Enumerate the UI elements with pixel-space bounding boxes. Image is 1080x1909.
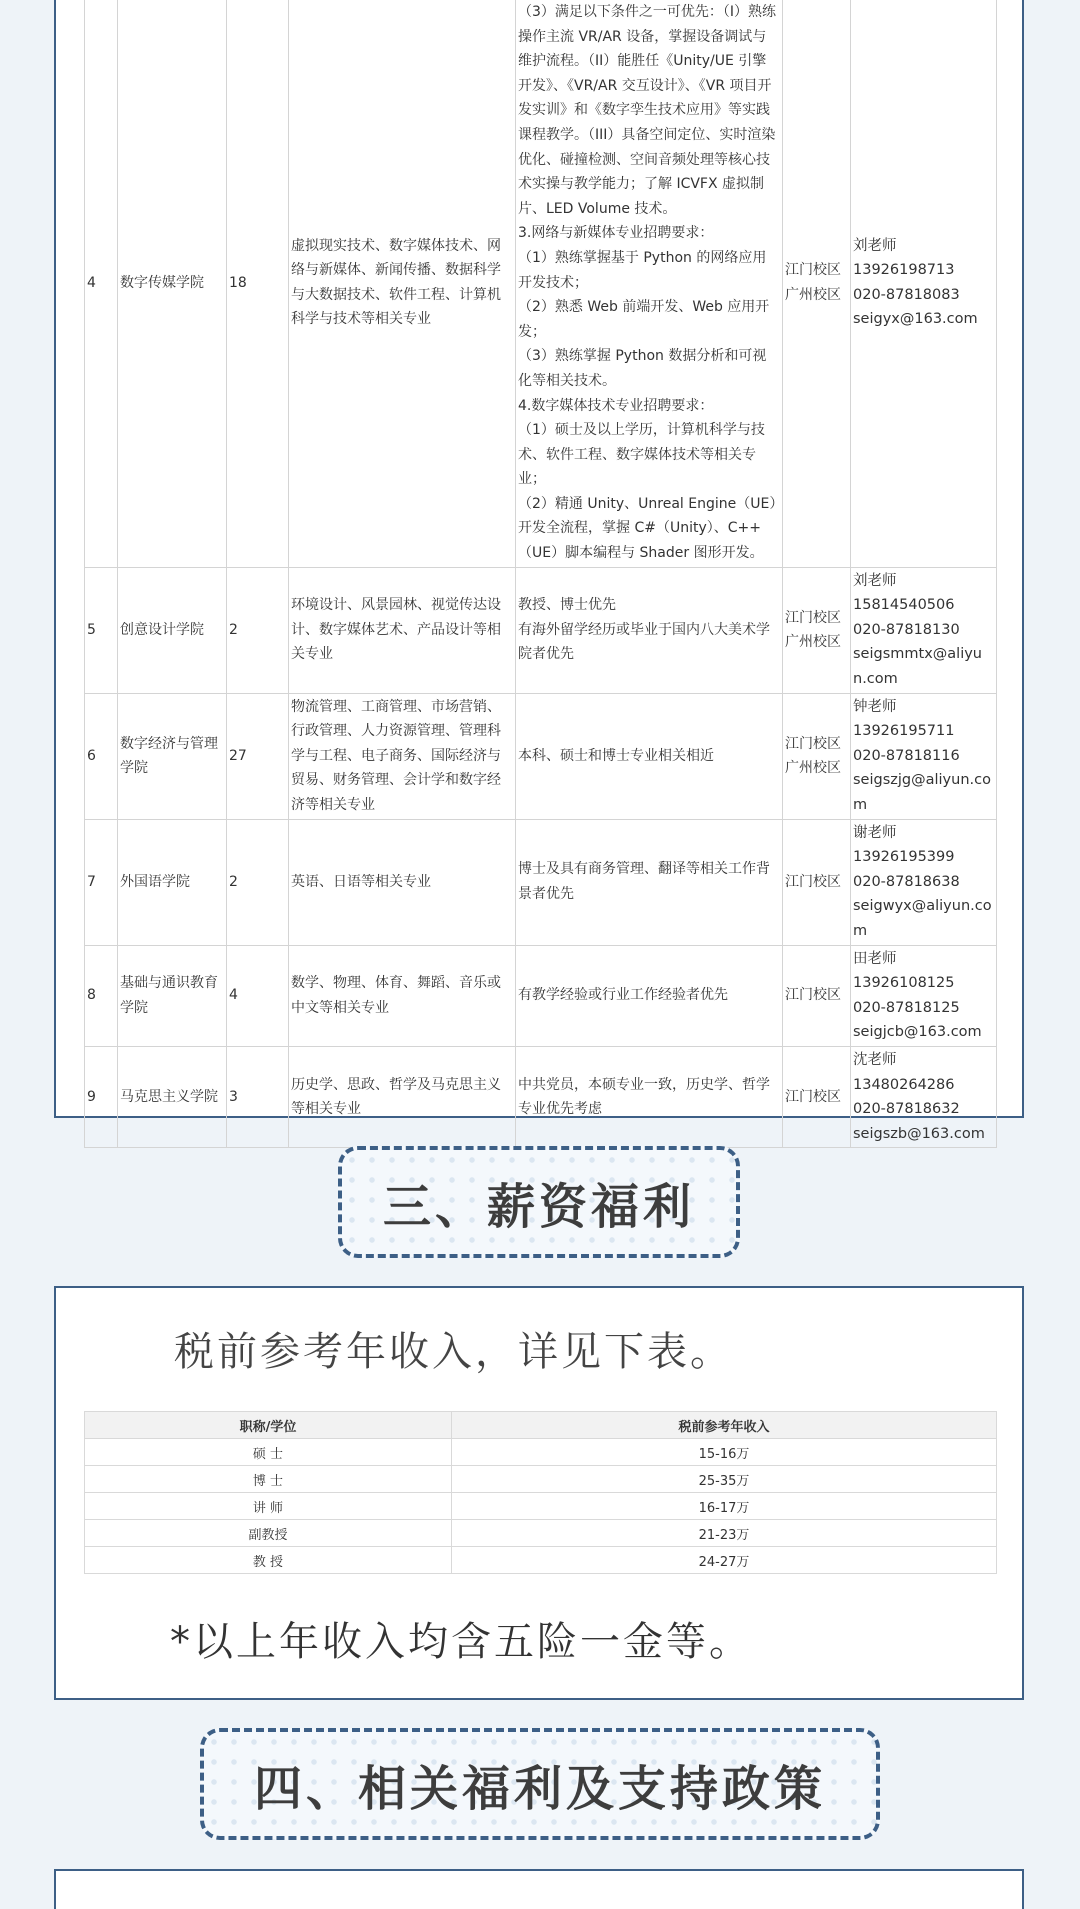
section-title: 四、相关福利及支持政策 bbox=[253, 1760, 826, 1817]
contact-name: 沈老师 bbox=[853, 1051, 897, 1068]
contact-name: 钟老师 bbox=[853, 698, 897, 715]
salary-intro: 税前参考年收入，详见下表。 bbox=[174, 1329, 733, 1375]
requirements: 博士及具有商务管理、翻译等相关工作背景者优先 bbox=[516, 819, 783, 945]
row-number: 8 bbox=[85, 945, 118, 1046]
college-name: 外国语学院 bbox=[118, 819, 227, 945]
campus: 江门校区 bbox=[783, 1046, 851, 1147]
recruit-count: 2 bbox=[227, 567, 289, 693]
annual-income: 25-35万 bbox=[452, 1466, 997, 1493]
annual-income: 21-23万 bbox=[452, 1520, 997, 1547]
contact-name: 谢老师 bbox=[853, 824, 897, 841]
college-name: 创意设计学院 bbox=[118, 567, 227, 693]
contact-mobile: 13480264286 bbox=[853, 1076, 955, 1093]
title-degree: 硕 士 bbox=[85, 1439, 452, 1466]
recruitment-table bbox=[84, 0, 997, 1148]
college-name: 数字传媒学院 bbox=[118, 0, 227, 567]
requirements: （3）满足以下条件之一可优先：（I）熟练操作主流 VR/AR 设备，掌握设备调试与维护流程。（II）能胜任《Unity/UE 引擎开发》、《VR/AR 交互设计》、《VR 项目开发实训》和《数字孪生技术应用》等实践课程教学。（III）具备空间定位、实时渲染优化、碰撞检测、空间音频处理等核心技术实操与教学能力；了解 ICVFX 虚拟制片、LED Volume 技术。 3.网络与新媒体专业招聘要求： （1）熟练掌握基于 Python 的网络应用开发技术； （2）熟悉 Web 前端开发、Web 应用开发； （3）熟练掌握 Python 数据分析和可视化等相关技术。 4.数字媒体技术专业招聘要求： （1）硕士及以上学历，计算机科学与技术、软件工程、数字媒体技术等相关专业； （2）精通 Unity、Unreal Engine（UE）开发全流程，掌握 C#（Unity）、C++（UE）脚本编程与 Shader 图形开发。 bbox=[516, 0, 783, 567]
section-heading-benefits bbox=[200, 1728, 880, 1840]
requirements: 教授、博士优先 有海外留学经历或毕业于国内八大美术学院者优先 bbox=[516, 567, 783, 693]
campus: 江门校区 bbox=[783, 819, 851, 945]
major-list: 虚拟现实技术、数字媒体技术、网络与新媒体、新闻传播、数据科学与大数据技术、软件工程、计算机科学与技术等相关专业 bbox=[289, 0, 516, 567]
section-title: 三、薪资福利 bbox=[382, 1178, 695, 1235]
table-row bbox=[85, 1466, 997, 1493]
table-header-row bbox=[85, 1412, 997, 1439]
recruit-count: 27 bbox=[227, 693, 289, 819]
contact-info bbox=[851, 945, 997, 1046]
contact-info bbox=[851, 819, 997, 945]
title-degree: 博 士 bbox=[85, 1466, 452, 1493]
table-row bbox=[85, 0, 997, 567]
contact-phone: 020-87818130 bbox=[853, 621, 960, 638]
title-degree: 讲 师 bbox=[85, 1493, 452, 1520]
benefits-panel bbox=[54, 1869, 1024, 1909]
table-row bbox=[85, 567, 997, 693]
major-list: 数学、物理、体育、舞蹈、音乐或中文等相关专业 bbox=[289, 945, 516, 1046]
annual-income: 24-27万 bbox=[452, 1547, 997, 1574]
requirements: 本科、硕士和博士专业相关相近 bbox=[516, 693, 783, 819]
requirements: 有教学经验或行业工作经验者优先 bbox=[516, 945, 783, 1046]
row-number: 9 bbox=[85, 1046, 118, 1147]
college-name: 马克思主义学院 bbox=[118, 1046, 227, 1147]
contact-email: seigszb@163.com bbox=[853, 1125, 985, 1142]
row-number: 7 bbox=[85, 819, 118, 945]
contact-info bbox=[851, 0, 997, 567]
title-degree: 副教授 bbox=[85, 1520, 452, 1547]
contact-phone: 020-87818116 bbox=[853, 747, 960, 764]
contact-mobile: 13926198713 bbox=[853, 262, 955, 279]
section-heading-salary bbox=[338, 1146, 740, 1258]
college-name: 数字经济与管理学院 bbox=[118, 693, 227, 819]
major-list: 英语、日语等相关专业 bbox=[289, 819, 516, 945]
contact-phone: 020-87818083 bbox=[853, 286, 960, 303]
table-row bbox=[85, 693, 997, 819]
annual-income: 15-16万 bbox=[452, 1439, 997, 1466]
annual-income: 16-17万 bbox=[452, 1493, 997, 1520]
major-list: 环境设计、风景园林、视觉传达设计、数字媒体艺术、产品设计等相关专业 bbox=[289, 567, 516, 693]
recruit-count: 4 bbox=[227, 945, 289, 1046]
table-row bbox=[85, 819, 997, 945]
table-row bbox=[85, 1547, 997, 1574]
contact-email: seigjcb@163.com bbox=[853, 1024, 982, 1041]
major-list: 物流管理、工商管理、市场营销、行政管理、人力资源管理、管理科学与工程、电子商务、国际经济与贸易、财务管理、会计学和数字经济等相关专业 bbox=[289, 693, 516, 819]
contact-info bbox=[851, 693, 997, 819]
recruit-count: 18 bbox=[227, 0, 289, 567]
contact-phone: 020-87818125 bbox=[853, 999, 960, 1016]
contact-email: seigsmmtx@aliyun.com bbox=[853, 646, 982, 688]
contact-mobile: 13926108125 bbox=[853, 975, 955, 992]
requirements: 中共党员，本硕专业一致，历史学、哲学专业优先考虑 bbox=[516, 1046, 783, 1147]
table-row bbox=[85, 1493, 997, 1520]
column-header: 职称/学位 bbox=[85, 1412, 452, 1439]
salary-note: *以上年收入均含五险一金等。 bbox=[170, 1619, 752, 1665]
contact-email: seigwyx@aliyun.com bbox=[853, 898, 992, 939]
college-name: 基础与通识教育学院 bbox=[118, 945, 227, 1046]
major-list: 历史学、思政、哲学及马克思主义等相关专业 bbox=[289, 1046, 516, 1147]
row-number: 5 bbox=[85, 567, 118, 693]
campus: 江门校区 广州校区 bbox=[783, 693, 851, 819]
column-header: 税前参考年收入 bbox=[452, 1412, 997, 1439]
table-row bbox=[85, 1439, 997, 1466]
row-number: 6 bbox=[85, 693, 118, 819]
contact-email: seigyx@163.com bbox=[853, 311, 978, 328]
recruit-count: 2 bbox=[227, 819, 289, 945]
contact-email: seigszjg@aliyun.com bbox=[853, 772, 991, 813]
contact-mobile: 15814540506 bbox=[853, 597, 955, 614]
contact-info bbox=[851, 567, 997, 693]
table-row bbox=[85, 945, 997, 1046]
contact-phone: 020-87818638 bbox=[853, 873, 960, 890]
row-number: 4 bbox=[85, 0, 118, 567]
table-row bbox=[85, 1046, 997, 1147]
salary-table bbox=[84, 1411, 997, 1574]
recruit-count: 3 bbox=[227, 1046, 289, 1147]
contact-info bbox=[851, 1046, 997, 1147]
contact-mobile: 13926195711 bbox=[853, 723, 955, 740]
table-row bbox=[85, 1520, 997, 1547]
contact-mobile: 13926195399 bbox=[853, 849, 955, 866]
campus: 江门校区 广州校区 bbox=[783, 0, 851, 567]
contact-phone: 020-87818632 bbox=[853, 1101, 960, 1118]
campus: 江门校区 bbox=[783, 945, 851, 1046]
title-degree: 教 授 bbox=[85, 1547, 452, 1574]
contact-name: 刘老师 bbox=[853, 572, 897, 589]
campus: 江门校区 广州校区 bbox=[783, 567, 851, 693]
contact-name: 刘老师 bbox=[853, 237, 897, 254]
contact-name: 田老师 bbox=[853, 950, 897, 967]
